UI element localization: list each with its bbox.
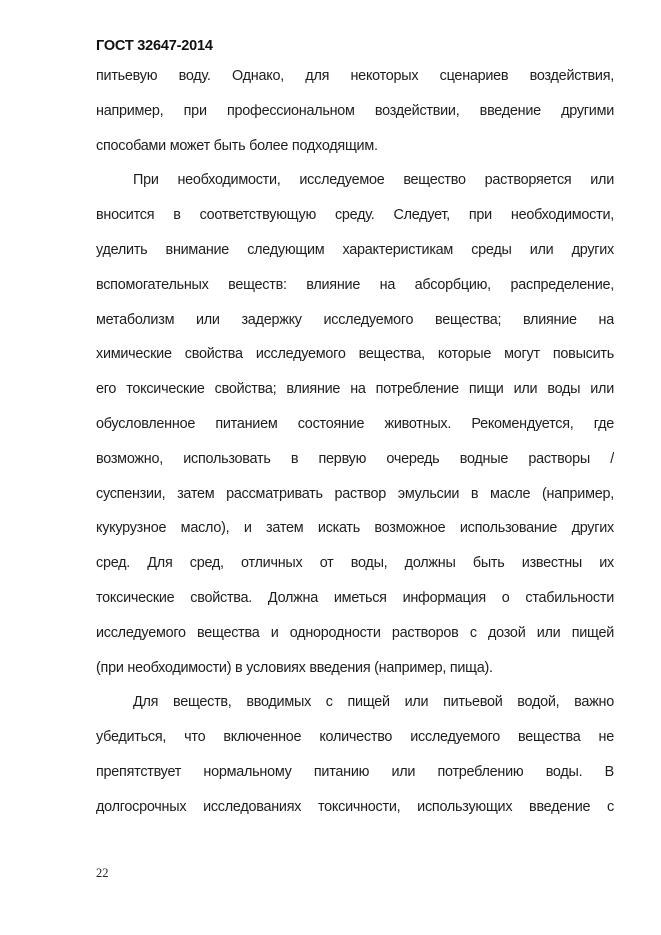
text-line: вспомогательных веществ: влияние на абсорбцию, распределение, [96,276,614,293]
text-line: способами может быть более подходящим. [96,137,378,154]
text-line: Для веществ, вводимых с пищей или питьевой водой, важно [133,694,614,711]
text-line: питьевую воду. Однако, для некоторых сценариев воздействия, [96,68,614,84]
text-line: убедиться, что включенное количество исследуемого вещества не [96,729,614,746]
text-line: метаболизм или задержку исследуемого вещества; влияние на [96,311,614,328]
text-line: долгосрочных исследованиях токсичности, использующих введение с [96,798,614,815]
text-line: сред. Для сред, отличных от воды, должны быть известны их [96,555,614,572]
text-line: При необходимости, исследуемое вещество растворяется или [133,172,614,189]
text-line: вносится в соответствующую среду. Следует, при необходимости, [96,207,614,224]
text-line: исследуемого вещества и однородности растворов с дозой или пищей [96,624,614,641]
page-number: 22 [96,866,109,880]
text-line: (при необходимости) в условиях введения (например, пища). [96,659,493,676]
text-line: химические свойства исследуемого вещества, которые могут повысить [96,346,614,363]
text-line: суспензии, затем рассматривать раствор эмульсии в масле (например, [96,485,614,502]
text-line: его токсические свойства; влияние на потребление пищи или воды или [96,381,614,398]
text-line: препятствует нормальному питанию или потреблению воды. В [96,763,614,780]
text-line: кукурузное масло), и затем искать возможное использование других [96,520,614,537]
body-text [96,59,614,825]
text-line: токсические свойства. Должна иметься информация о стабильности [96,589,614,606]
text-line: возможно, использовать в первую очередь водные растворы / [96,450,614,467]
standard-code-header: ГОСТ 32647-2014 [96,38,213,54]
text-line: обусловленное питанием состояние животных. Рекомендуется, где [96,415,614,432]
text-line: уделить внимание следующим характеристикам среды или других [96,241,614,258]
text-line: например, при профессиональном воздействии, введение другими [96,102,614,119]
